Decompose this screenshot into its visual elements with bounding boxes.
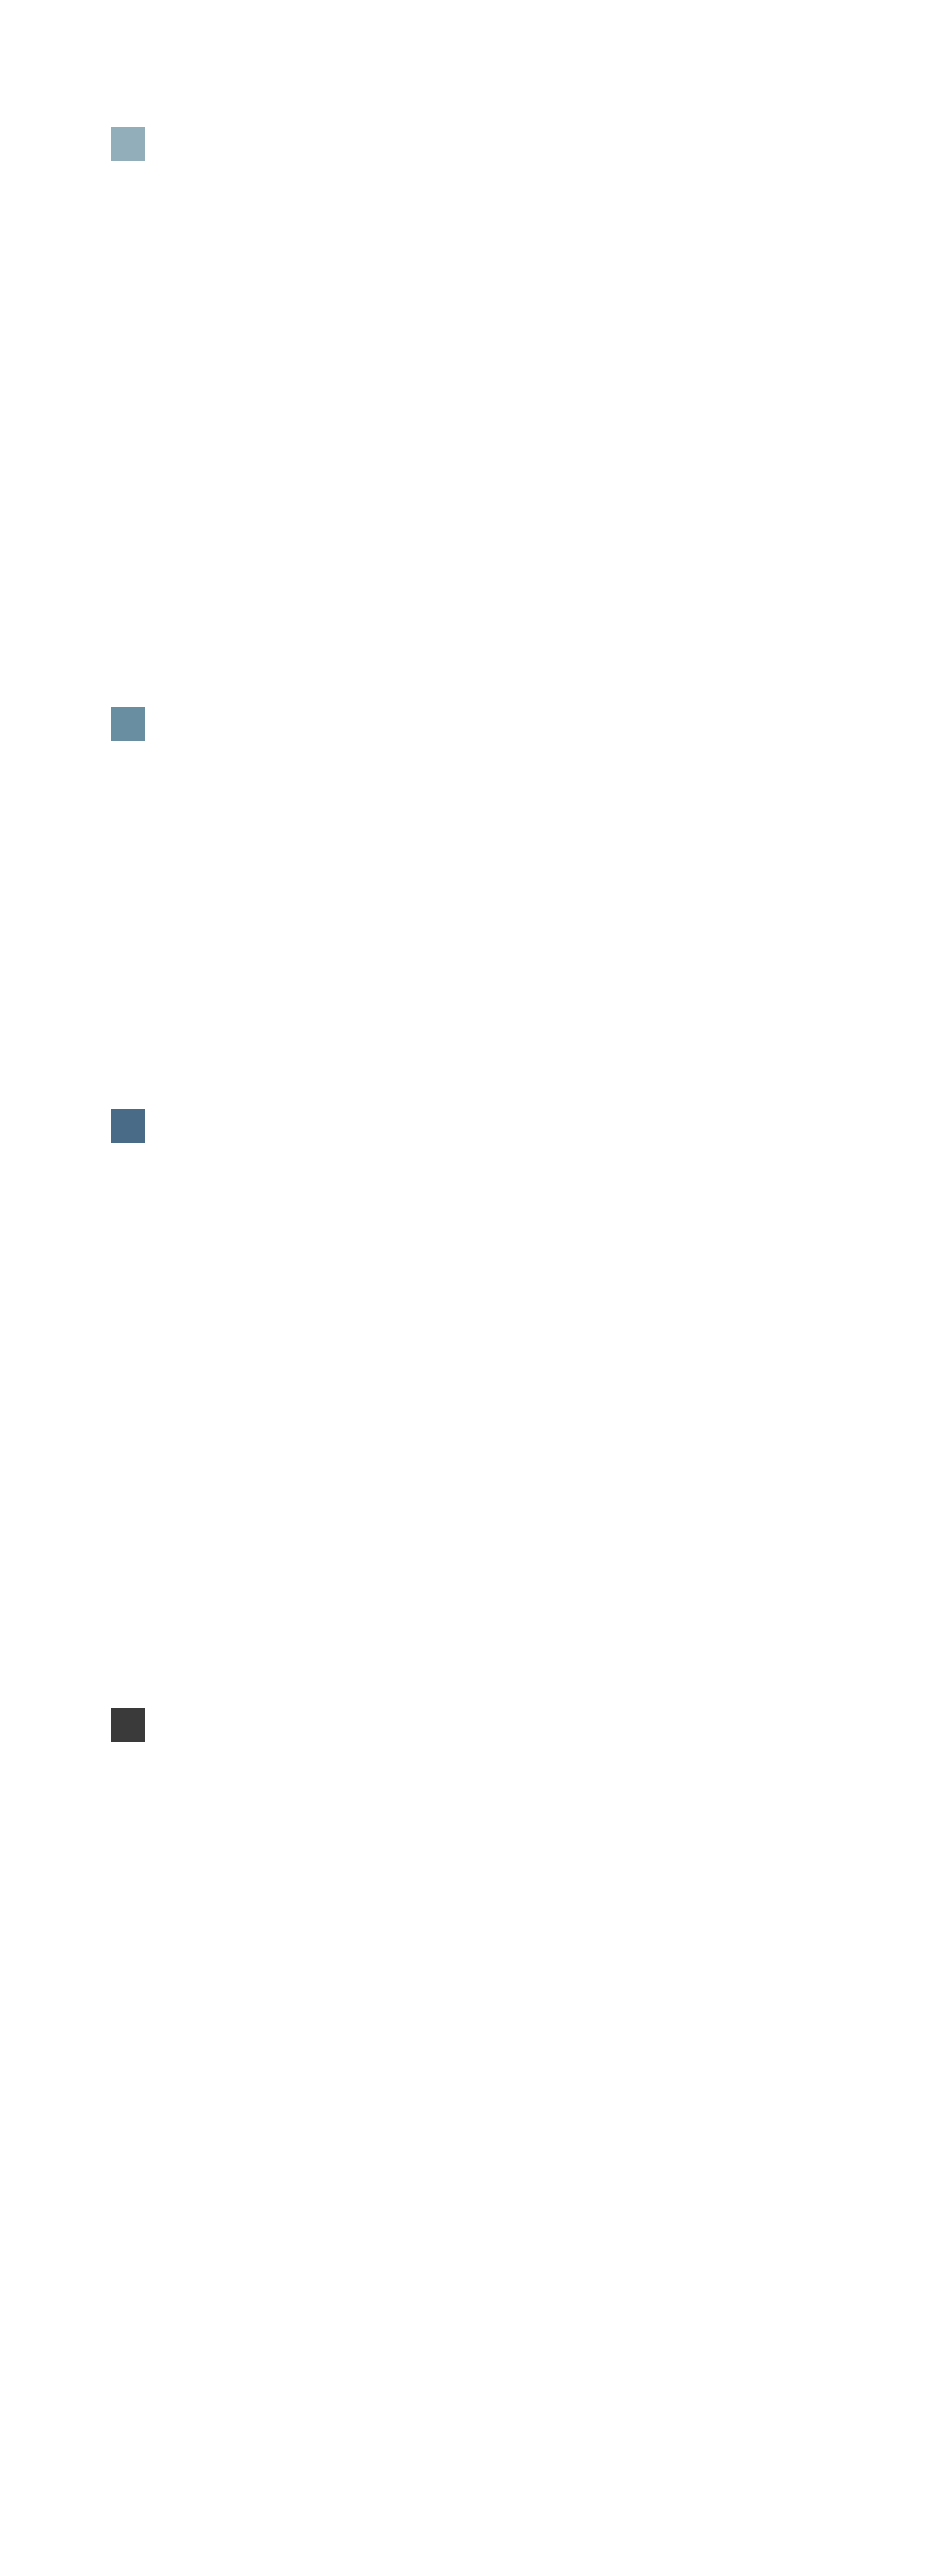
- color-swatch-charcoal: [111, 1708, 145, 1742]
- color-swatch-dark-steel-blue: [111, 1109, 145, 1143]
- color-swatch-medium-steel-blue: [111, 707, 145, 741]
- color-swatch-light-steel-blue: [111, 127, 145, 161]
